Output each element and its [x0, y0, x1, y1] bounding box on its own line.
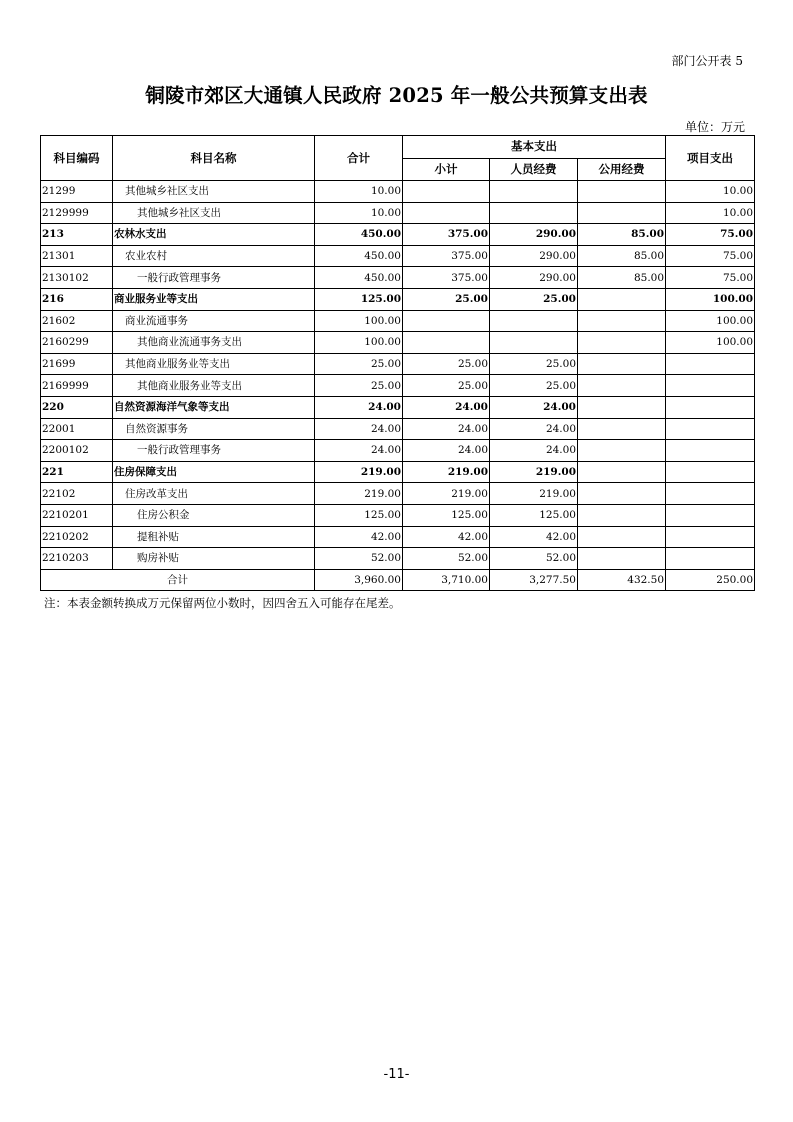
row-name: 其他商业服务业等支出: [113, 353, 315, 375]
budget-table: [40, 135, 755, 591]
row-public: [578, 504, 666, 526]
row-personnel: 25.00: [490, 375, 578, 397]
row-project: 75.00: [666, 267, 755, 289]
table-header: [41, 136, 755, 181]
row-project: [666, 548, 755, 570]
table-row: [41, 245, 755, 267]
row-personnel: 125.00: [490, 504, 578, 526]
table-row: [41, 181, 755, 203]
row-public: [578, 461, 666, 483]
table-row: [41, 353, 755, 375]
row-name: 一般行政管理事务: [113, 440, 315, 462]
row-personnel: 290.00: [490, 224, 578, 246]
row-project: 100.00: [666, 332, 755, 354]
row-code: 213: [41, 224, 113, 246]
table-row: [41, 418, 755, 440]
row-personnel: 24.00: [490, 418, 578, 440]
row-code: 2210203: [41, 548, 113, 570]
row-code: 220: [41, 396, 113, 418]
row-public: [578, 288, 666, 310]
table-row: [41, 332, 755, 354]
row-total: 10.00: [315, 181, 403, 203]
row-total: 219.00: [315, 483, 403, 505]
row-name: 商业流通事务: [113, 310, 315, 332]
row-name: 购房补贴: [113, 548, 315, 570]
row-code: 22102: [41, 483, 113, 505]
row-personnel: [490, 310, 578, 332]
row-project: [666, 461, 755, 483]
row-subtotal: 219.00: [403, 483, 490, 505]
row-project: [666, 396, 755, 418]
row-name: 提租补贴: [113, 526, 315, 548]
row-public: [578, 202, 666, 224]
total-row-total: 3,960.00: [315, 569, 403, 591]
total-row-label: 合计: [41, 569, 315, 591]
row-personnel: 24.00: [490, 396, 578, 418]
row-subtotal: 219.00: [403, 461, 490, 483]
row-name: 自然资源事务: [113, 418, 315, 440]
row-code: 21699: [41, 353, 113, 375]
header-public: 公用经费: [578, 158, 666, 181]
row-personnel: 24.00: [490, 440, 578, 462]
row-total: 125.00: [315, 288, 403, 310]
row-code: 2210202: [41, 526, 113, 548]
total-row-personnel: 3,277.50: [490, 569, 578, 591]
page-title: 铜陵市郊区大通镇人民政府 2025 年一般公共预算支出表: [145, 84, 648, 107]
row-subtotal: [403, 181, 490, 203]
row-project: [666, 483, 755, 505]
table-row: [41, 440, 755, 462]
unit-label: 单位：万元: [684, 120, 745, 134]
row-name: 农林水支出: [113, 224, 315, 246]
header-project: 项目支出: [666, 136, 755, 181]
row-project: [666, 375, 755, 397]
row-public: [578, 310, 666, 332]
row-subtotal: 125.00: [403, 504, 490, 526]
row-personnel: 25.00: [490, 353, 578, 375]
row-total: 24.00: [315, 440, 403, 462]
table-row: [41, 461, 755, 483]
row-code: 2200102: [41, 440, 113, 462]
row-subtotal: 25.00: [403, 353, 490, 375]
row-public: [578, 181, 666, 203]
row-subtotal: [403, 332, 490, 354]
table-row: [41, 548, 755, 570]
row-total: 10.00: [315, 202, 403, 224]
table-row: [41, 504, 755, 526]
row-personnel: 219.00: [490, 483, 578, 505]
row-project: [666, 526, 755, 548]
row-name: 住房公积金: [113, 504, 315, 526]
row-total: 125.00: [315, 504, 403, 526]
row-name: 其他商业流通事务支出: [113, 332, 315, 354]
row-total: 450.00: [315, 267, 403, 289]
row-subtotal: [403, 202, 490, 224]
table-tag: 部门公开表 5: [671, 54, 743, 68]
row-total: 25.00: [315, 375, 403, 397]
row-code: 2160299: [41, 332, 113, 354]
table-row: [41, 396, 755, 418]
table-row: [41, 375, 755, 397]
row-code: 221: [41, 461, 113, 483]
row-project: 100.00: [666, 288, 755, 310]
row-name: 一般行政管理事务: [113, 267, 315, 289]
row-public: [578, 483, 666, 505]
row-public: [578, 526, 666, 548]
footnote: 注：本表金额转换成万元保留两位小数时，因四舍五入可能存在尾差。: [44, 596, 401, 610]
table-row: [41, 288, 755, 310]
row-name: 其他商业服务业等支出: [113, 375, 315, 397]
row-subtotal: [403, 310, 490, 332]
table-row: [41, 202, 755, 224]
row-total: 24.00: [315, 418, 403, 440]
page-number: -11-: [383, 1067, 410, 1082]
row-public: [578, 548, 666, 570]
row-public: [578, 375, 666, 397]
row-name: 农业农村: [113, 245, 315, 267]
row-code: 21299: [41, 181, 113, 203]
total-row-project: 250.00: [666, 569, 755, 591]
row-code: 2129999: [41, 202, 113, 224]
row-public: 85.00: [578, 267, 666, 289]
row-total: 52.00: [315, 548, 403, 570]
row-subtotal: 375.00: [403, 224, 490, 246]
table-body: [41, 181, 755, 570]
header-basic: 基本支出: [403, 136, 666, 159]
table-row: [41, 526, 755, 548]
row-total: 219.00: [315, 461, 403, 483]
row-project: [666, 504, 755, 526]
row-code: 21602: [41, 310, 113, 332]
row-total: 100.00: [315, 332, 403, 354]
row-personnel: 219.00: [490, 461, 578, 483]
total-row-subtotal: 3,710.00: [403, 569, 490, 591]
row-code: 216: [41, 288, 113, 310]
row-code: 2210201: [41, 504, 113, 526]
row-subtotal: 25.00: [403, 375, 490, 397]
total-row-public: 432.50: [578, 569, 666, 591]
row-public: [578, 418, 666, 440]
row-subtotal: 24.00: [403, 396, 490, 418]
row-project: 100.00: [666, 310, 755, 332]
row-personnel: 290.00: [490, 245, 578, 267]
row-personnel: 25.00: [490, 288, 578, 310]
row-project: 10.00: [666, 181, 755, 203]
row-code: 2169999: [41, 375, 113, 397]
row-personnel: 42.00: [490, 526, 578, 548]
table-row: [41, 224, 755, 246]
row-subtotal: 25.00: [403, 288, 490, 310]
row-name: 商业服务业等支出: [113, 288, 315, 310]
row-personnel: 52.00: [490, 548, 578, 570]
table-row: [41, 483, 755, 505]
row-name: 其他城乡社区支出: [113, 202, 315, 224]
row-public: 85.00: [578, 245, 666, 267]
row-personnel: [490, 181, 578, 203]
row-public: [578, 332, 666, 354]
row-project: 10.00: [666, 202, 755, 224]
row-public: [578, 440, 666, 462]
row-name: 住房改革支出: [113, 483, 315, 505]
row-name: 自然资源海洋气象等支出: [113, 396, 315, 418]
row-personnel: 290.00: [490, 267, 578, 289]
row-name: 住房保障支出: [113, 461, 315, 483]
table-row: [41, 310, 755, 332]
row-code: 21301: [41, 245, 113, 267]
row-total: 450.00: [315, 224, 403, 246]
row-subtotal: 24.00: [403, 440, 490, 462]
row-personnel: [490, 202, 578, 224]
row-total: 42.00: [315, 526, 403, 548]
row-project: [666, 440, 755, 462]
header-total: 合计: [315, 136, 403, 181]
header-name: 科目名称: [113, 136, 315, 181]
row-personnel: [490, 332, 578, 354]
total-row: [41, 569, 755, 591]
header-code: 科目编码: [41, 136, 113, 181]
row-total: 450.00: [315, 245, 403, 267]
row-code: 2130102: [41, 267, 113, 289]
row-code: 22001: [41, 418, 113, 440]
row-name: 其他城乡社区支出: [113, 181, 315, 203]
row-project: [666, 418, 755, 440]
row-public: 85.00: [578, 224, 666, 246]
row-subtotal: 52.00: [403, 548, 490, 570]
row-subtotal: 42.00: [403, 526, 490, 548]
row-project: [666, 353, 755, 375]
header-personnel: 人员经费: [490, 158, 578, 181]
row-project: 75.00: [666, 245, 755, 267]
row-total: 100.00: [315, 310, 403, 332]
row-project: 75.00: [666, 224, 755, 246]
row-total: 24.00: [315, 396, 403, 418]
header-subtotal: 小计: [403, 158, 490, 181]
row-subtotal: 375.00: [403, 245, 490, 267]
row-total: 25.00: [315, 353, 403, 375]
row-subtotal: 375.00: [403, 267, 490, 289]
row-public: [578, 353, 666, 375]
row-public: [578, 396, 666, 418]
table-row: [41, 267, 755, 289]
row-subtotal: 24.00: [403, 418, 490, 440]
